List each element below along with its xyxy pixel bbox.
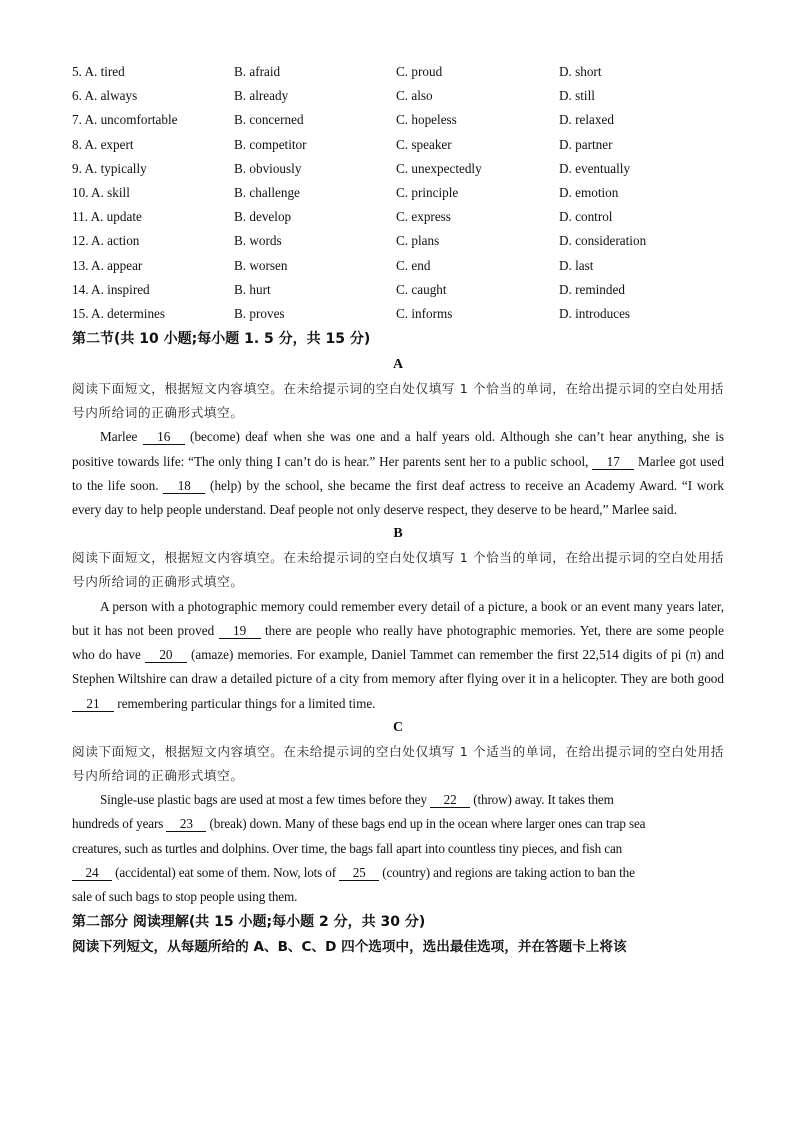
blank-25[interactable]: 25 [339,866,379,881]
option-choice[interactable]: C. informs [396,305,453,321]
passage-a-instructions: 阅读下面短文，根据短文内容填空。在未给提示词的空白处仅填写 1 个恰当的单词，在给出提示词的空白处用括号内所给词的正确形式填空。 [72,381,724,421]
option-row [72,60,724,84]
options-table [72,60,724,326]
part-instructions: 阅读下列短文，从每题所给的 A、B、C、D 四个选项中，选出最佳选项，并在答题卡上将该 [72,939,627,956]
option-choice[interactable]: B. develop [234,209,292,225]
section-title: 第二节(共 10 小题;每小题 1. 5 分，共 15 分) [72,331,371,348]
option-choice[interactable]: D. reminded [559,281,625,297]
text-segment: (amaze) memories. For example, Daniel Tammet can remember the first 22,514 digits of pi (π) and Stephen Wiltshire can draw a detailed picture of a city from memory after flying over it in a helicopter. They are both good [72,647,724,687]
option-choice[interactable]: C. proud [396,64,443,80]
option-choice[interactable]: B. afraid [234,64,281,80]
text-segment: Single-use plastic bags are used at most a few times before they [100,792,431,808]
option-row [72,254,724,278]
text-segment: (country) and regions are taking action to ban the [379,864,635,880]
text-segment: (become) deaf when she was one and a half years old. Although she can’t hear anything, she is positive towards life: “The only thing I can’t do is hear.” Her parents sent her to a public school, [72,429,724,469]
blank-24[interactable]: 24 [72,866,112,881]
text-segment: (help) by the school, she became the first deaf actress to receive an Academy Award. “I work every day to help people understand. Deaf people not only deserve respect, they deserve to be heard,” Marlee said. [72,477,724,518]
text-line: sale of such bags to stop people using them. [72,888,298,904]
option-choice[interactable]: D. emotion [559,185,619,201]
option-choice[interactable]: C. principle [396,185,459,201]
text-line: creatures, such as turtles and dolphins. Over time, the bags fall apart into countless tiny pieces, and fish can [72,840,623,856]
option-choice[interactable]: B. hurt [234,281,271,297]
blank-20[interactable]: 20 [145,648,187,663]
option-choice[interactable]: D. partner [559,136,613,152]
blank-16[interactable]: 16 [143,430,185,445]
blank-22[interactable]: 22 [430,793,470,808]
blank-19[interactable]: 19 [219,624,261,639]
option-row [72,157,724,181]
text-segment: (break) down. Many of these bags end up in the ocean where larger ones can trap sea [206,816,646,832]
option-choice[interactable]: 8. A. expert [72,136,134,152]
option-row [72,108,724,132]
exam-page [72,60,724,959]
text-line [72,788,724,812]
blank-23[interactable]: 23 [166,817,206,832]
option-row [72,229,724,253]
option-choice[interactable]: 11. A. update [72,209,142,225]
option-choice[interactable]: 7. A. uncomfortable [72,112,178,128]
passage-b-instructions: 阅读下面短文，根据短文内容填空。在未给提示词的空白处仅填写 1 个恰当的单词，在给出提示词的空白处用括号内所给词的正确形式填空。 [72,550,724,590]
part-title: 第二部分 阅读理解(共 15 小题;每小题 2 分，共 30 分) [72,914,426,931]
option-choice[interactable]: 6. A. always [72,88,138,104]
option-choice[interactable]: D. consideration [559,233,647,249]
option-choice[interactable]: B. words [234,233,282,249]
passage-c-text [72,788,724,909]
blank-21[interactable]: 21 [72,697,114,712]
blank-18[interactable]: 18 [163,479,205,494]
option-choice[interactable]: D. short [559,64,602,80]
option-choice[interactable]: B. obviously [234,160,302,176]
option-choice[interactable]: C. end [396,257,431,273]
passage-a-text [72,425,724,522]
option-row [72,84,724,108]
option-choice[interactable]: D. introduces [559,305,631,321]
option-choice[interactable]: D. relaxed [559,112,614,128]
option-choice[interactable]: D. last [559,257,594,273]
option-row [72,278,724,302]
option-row [72,133,724,157]
option-choice[interactable]: D. eventually [559,160,631,176]
text-segment: remembering particular things for a limited time. [114,695,376,711]
passage-b-text [72,595,724,716]
passage-c-instructions: 阅读下面短文，根据短文内容填空。在未给提示词的空白处仅填写 1 个适当的单词，在给出提示词的空白处用括号内所给词的正确形式填空。 [72,743,724,783]
text-segment: Marlee [100,429,143,445]
option-choice[interactable]: C. unexpectedly [396,160,482,176]
passage-b-letter: B [393,526,403,542]
option-choice[interactable]: C. hopeless [396,112,457,128]
option-choice[interactable]: B. challenge [234,185,300,201]
option-choice[interactable]: C. caught [396,281,447,297]
option-choice[interactable]: D. still [559,88,595,104]
text-segment: there are people who really have photographic memories. Yet, there are some people who do have [72,622,724,663]
passage-a-letter: A [392,357,404,373]
text-segment: (throw) away. It takes them [470,792,614,808]
option-row [72,181,724,205]
text-segment: (accidental) eat some of them. Now, lots of [112,864,340,880]
option-choice[interactable]: 9. A. typically [72,160,147,176]
text-segment: hundreds of years [72,816,167,832]
option-choice[interactable]: 5. A. tired [72,64,125,80]
text-line [72,812,724,836]
option-row [72,302,724,326]
passage-c-letter: C [392,719,404,735]
option-row [72,205,724,229]
option-choice[interactable]: C. plans [396,233,440,249]
option-choice[interactable]: C. also [396,88,433,104]
option-choice[interactable]: 12. A. action [72,233,140,249]
option-choice[interactable]: C. express [396,209,451,225]
text-segment: Marlee got used to the life soon. [72,453,724,493]
option-choice[interactable]: D. control [559,209,613,225]
text-segment: A person with a photographic memory could remember every detail of a picture, a book or an event many years later, but it has not been proved [72,598,724,638]
option-choice[interactable]: C. speaker [396,136,452,152]
option-choice[interactable]: B. already [234,88,289,104]
option-choice[interactable]: 14. A. inspired [72,281,150,297]
text-line [72,861,724,885]
option-choice[interactable]: B. concerned [234,112,304,128]
option-choice[interactable]: 13. A. appear [72,257,143,273]
option-choice[interactable]: 15. A. determines [72,305,166,321]
option-choice[interactable]: B. worsen [234,257,288,273]
blank-17[interactable]: 17 [592,455,634,470]
option-choice[interactable]: 10. A. skill [72,185,130,201]
option-choice[interactable]: B. proves [234,305,285,321]
option-choice[interactable]: B. competitor [234,136,307,152]
